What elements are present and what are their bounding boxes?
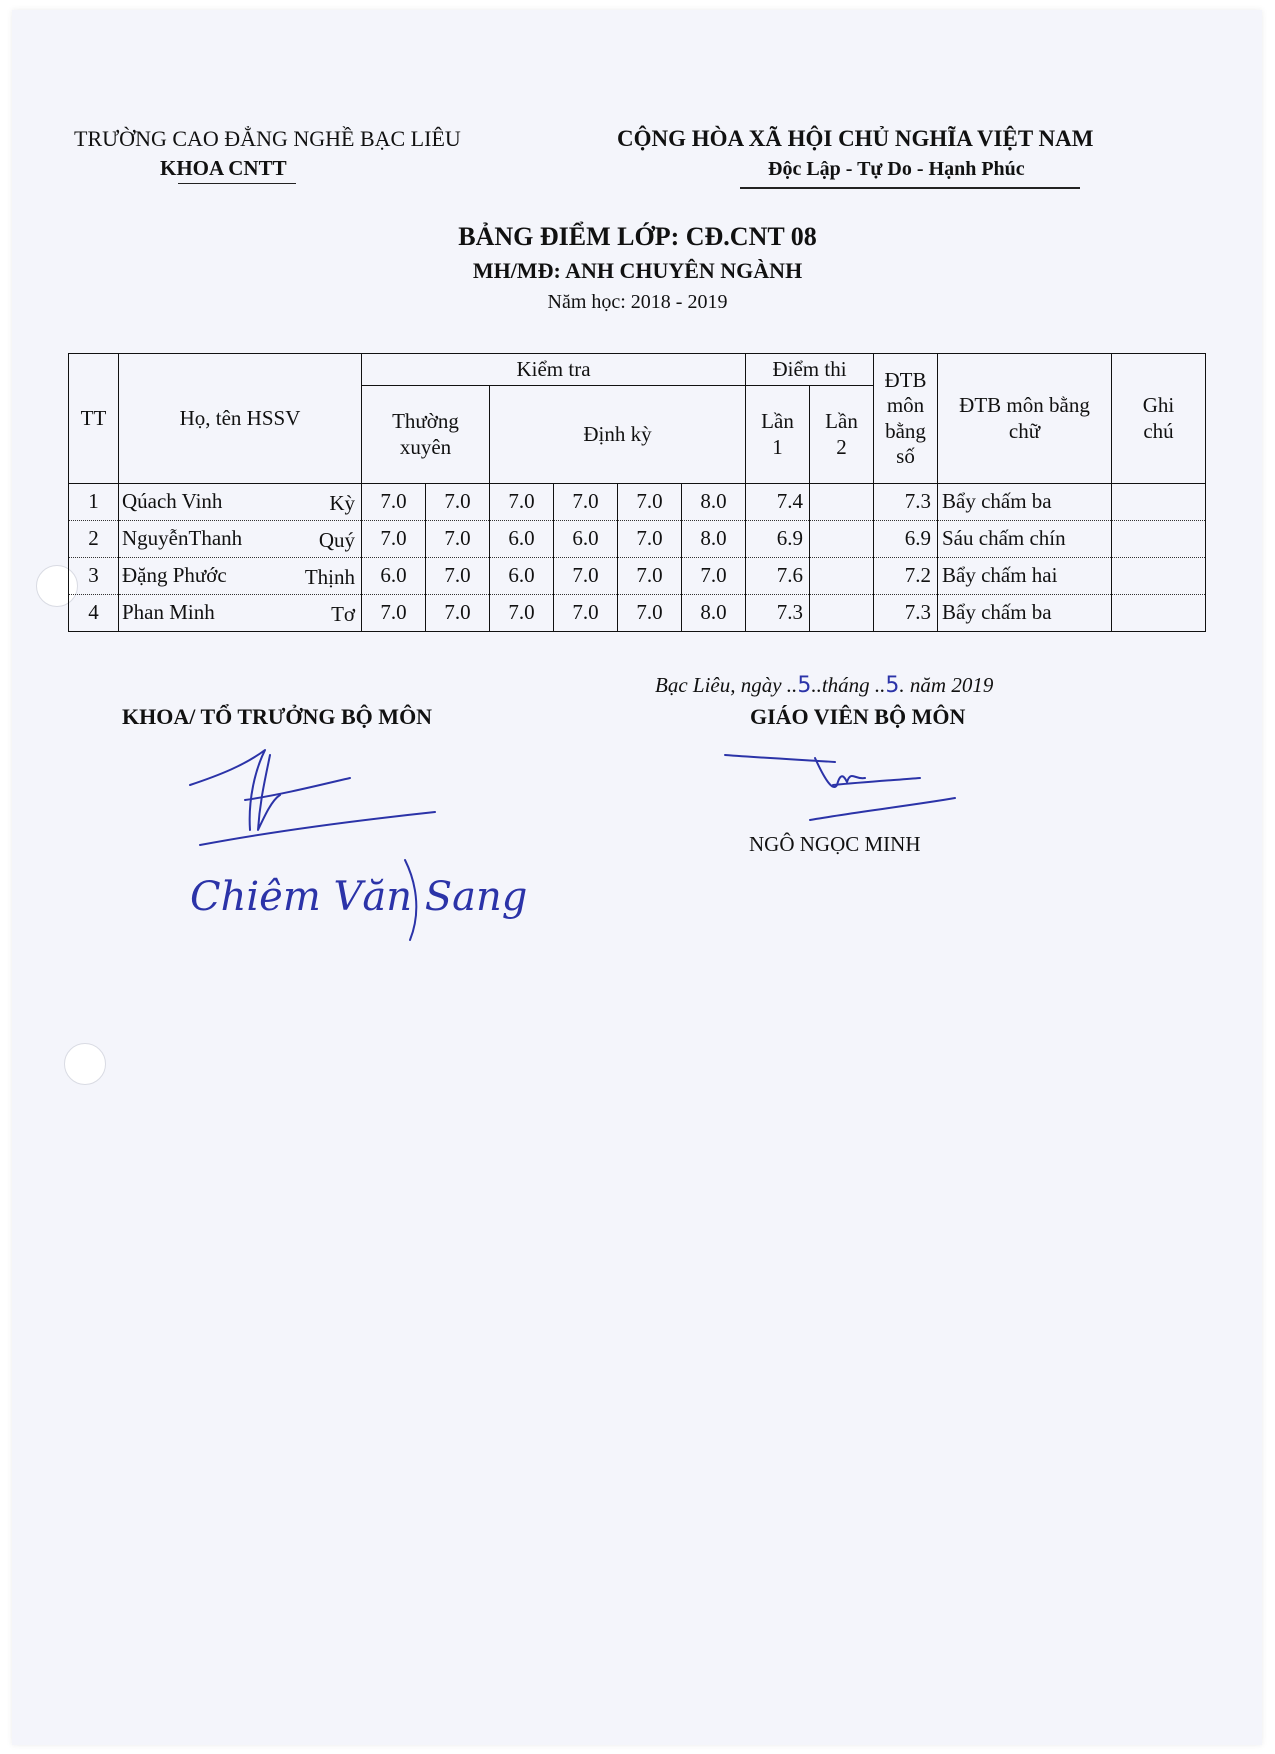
note	[1112, 595, 1206, 632]
score-dk4: 8.0	[682, 521, 746, 558]
score-tx1: 7.0	[362, 521, 426, 558]
header-dtb-so: ĐTB môn bằng số	[874, 354, 938, 484]
header-ghi-chu: Ghi chú	[1112, 354, 1206, 484]
header-dtb-chu: ĐTB môn bằng chữ	[938, 354, 1112, 484]
average-words: Sáu chấm chín	[938, 521, 1112, 558]
score-dk3: 7.0	[618, 484, 682, 521]
school-name: TRƯỜNG CAO ĐẲNG NGHỀ BẠC LIÊU	[74, 126, 461, 151]
average-words: Bẩy chấm ba	[938, 595, 1112, 632]
surname: Qúach Vinh	[122, 489, 223, 514]
document-title: BẢNG ĐIỂM LỚP: CĐ.CNT 08	[458, 222, 817, 251]
score-dk3: 7.0	[618, 558, 682, 595]
date-suffix: . năm 2019	[899, 673, 994, 697]
surname: Đặng Phước	[122, 563, 227, 588]
average-number: 7.3	[874, 484, 938, 521]
score-tx1: 7.0	[362, 595, 426, 632]
department-head-title: KHOA/ TỔ TRƯỞNG BỘ MÔN	[122, 704, 433, 729]
score-dk2: 7.0	[554, 484, 618, 521]
header-tt: TT	[69, 354, 119, 484]
student-name	[119, 595, 362, 632]
exam-lan2	[810, 521, 874, 558]
score-tx1: 6.0	[362, 558, 426, 595]
note	[1112, 521, 1206, 558]
score-dk4: 8.0	[682, 484, 746, 521]
row-tt: 3	[69, 558, 119, 595]
table-row	[69, 521, 1206, 558]
signing-date	[655, 673, 993, 698]
national-motto: Độc Lập - Tự Do - Hạnh Phúc	[768, 158, 1025, 180]
table-row	[69, 595, 1206, 632]
table-row	[69, 484, 1206, 521]
header-diem-thi: Điểm thi	[746, 354, 874, 386]
average-words: Bẩy chấm hai	[938, 558, 1112, 595]
department-head-signature	[160, 740, 528, 950]
punch-hole	[64, 1043, 106, 1085]
score-dk4: 7.0	[682, 558, 746, 595]
department-head-signature-text: Chiêm Văn Sang	[190, 874, 528, 920]
score-tx1: 7.0	[362, 484, 426, 521]
faculty-name: KHOA CNTT	[160, 156, 287, 180]
note	[1112, 558, 1206, 595]
date-day: 5	[797, 673, 812, 698]
score-dk4: 8.0	[682, 595, 746, 632]
exam-lan1: 7.4	[746, 484, 810, 521]
score-dk3: 7.0	[618, 521, 682, 558]
given-name: Quý	[318, 528, 355, 552]
date-prefix: Bạc Liêu, ngày ..	[655, 673, 798, 697]
teacher-name: NGÔ NGỌC MINH	[749, 832, 921, 856]
header-thuong-xuyen: Thường xuyên	[362, 386, 490, 484]
exam-lan2	[810, 595, 874, 632]
surname: NguyễnThanh	[122, 526, 243, 551]
exam-lan1: 7.3	[746, 595, 810, 632]
score-dk2: 7.0	[554, 595, 618, 632]
exam-lan2	[810, 558, 874, 595]
score-dk1: 7.0	[490, 484, 554, 521]
header-name: Họ, tên HSSV	[119, 354, 362, 484]
given-name: Kỳ	[329, 491, 355, 515]
row-tt: 4	[69, 595, 119, 632]
header-kiem-tra: Kiểm tra	[362, 354, 746, 386]
exam-lan2	[810, 484, 874, 521]
average-number: 7.3	[874, 595, 938, 632]
exam-lan1: 6.9	[746, 521, 810, 558]
date-month: 5	[885, 673, 900, 698]
score-dk2: 6.0	[554, 521, 618, 558]
score-tx2: 7.0	[426, 521, 490, 558]
student-name	[119, 558, 362, 595]
grades-table	[68, 353, 1206, 632]
faculty-underline	[178, 183, 296, 184]
given-name: Tơ	[331, 602, 355, 626]
header-lan-2: Lần 2	[810, 386, 874, 484]
score-dk1: 6.0	[490, 558, 554, 595]
score-dk2: 7.0	[554, 558, 618, 595]
teacher-title: GIÁO VIÊN BỘ MÔN	[750, 704, 966, 729]
subject-title: MH/MĐ: ANH CHUYÊN NGÀNH	[472, 258, 803, 283]
teacher-signature	[715, 740, 975, 840]
score-tx2: 7.0	[426, 595, 490, 632]
row-tt: 1	[69, 484, 119, 521]
header-dinh-ky: Định kỳ	[490, 386, 746, 484]
average-words: Bẩy chấm ba	[938, 484, 1112, 521]
date-mid: ..tháng ..	[811, 673, 886, 697]
average-number: 6.9	[874, 521, 938, 558]
exam-lan1: 7.6	[746, 558, 810, 595]
school-year: Năm học: 2018 - 2019	[547, 291, 728, 313]
score-dk1: 7.0	[490, 595, 554, 632]
score-tx2: 7.0	[426, 558, 490, 595]
row-tt: 2	[69, 521, 119, 558]
score-dk1: 6.0	[490, 521, 554, 558]
note	[1112, 484, 1206, 521]
average-number: 7.2	[874, 558, 938, 595]
student-name	[119, 521, 362, 558]
motto-underline	[740, 187, 1080, 189]
given-name: Thịnh	[304, 565, 355, 589]
student-name	[119, 484, 362, 521]
surname: Phan Minh	[122, 600, 215, 625]
score-tx2: 7.0	[426, 484, 490, 521]
table-row	[69, 558, 1206, 595]
header-lan-1: Lần 1	[746, 386, 810, 484]
score-dk3: 7.0	[618, 595, 682, 632]
nation-title: CỘNG HÒA XÃ HỘI CHỦ NGHĨA VIỆT NAM	[617, 126, 1094, 151]
